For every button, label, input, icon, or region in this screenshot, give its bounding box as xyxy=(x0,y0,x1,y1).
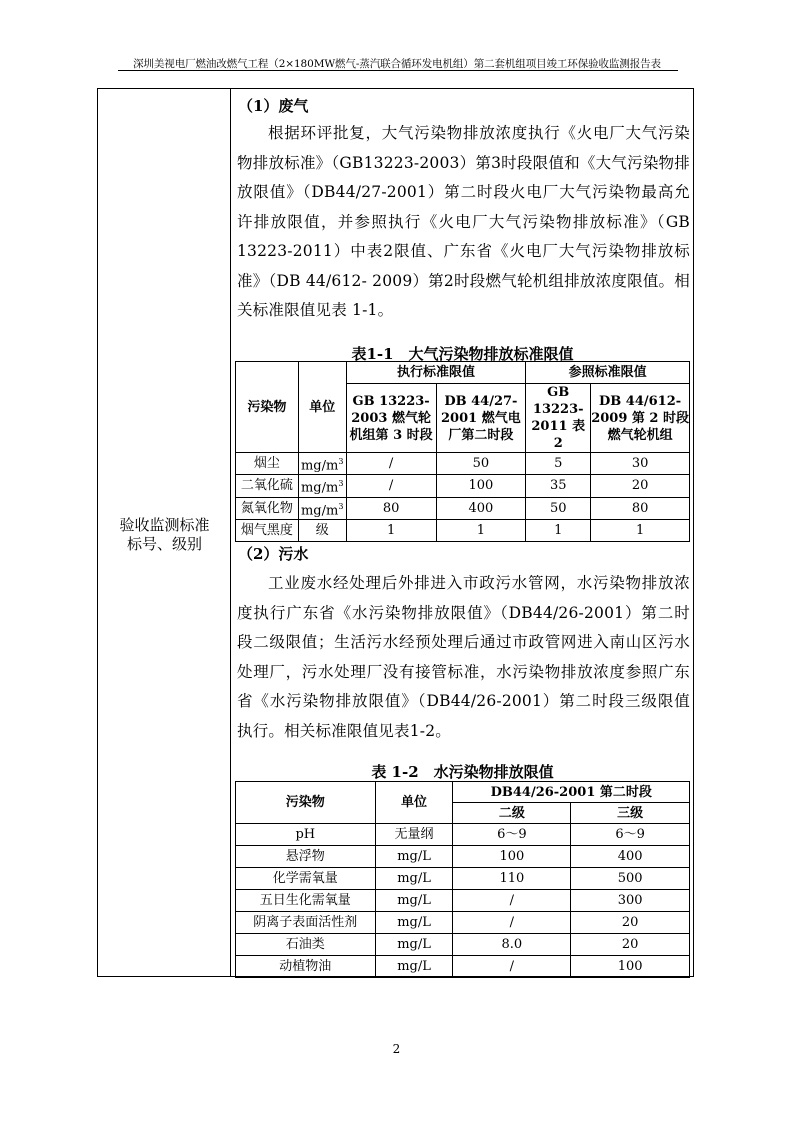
water-row-unit: mg/L xyxy=(375,868,453,890)
air-row-unit: $mg/m^3$ xyxy=(298,453,346,475)
table-row xyxy=(236,453,690,475)
table-row xyxy=(236,956,690,978)
standard-label xyxy=(98,516,231,554)
air-row-unit: $mg/m^3$ xyxy=(298,475,346,497)
table-row xyxy=(236,934,690,956)
water-row-v1: / xyxy=(453,912,571,934)
air-row-name: 烟尘 xyxy=(236,453,299,475)
water-section-title: （2）污水 xyxy=(238,545,309,563)
water-row-name: 石油类 xyxy=(236,934,376,956)
water-header-pollutant: 污染物 xyxy=(236,782,376,824)
standard-label-line1: 验收监测标准 xyxy=(119,516,210,534)
water-row-unit: mg/L xyxy=(375,912,453,934)
report-table-frame xyxy=(97,88,694,977)
water-row-name: 阴离子表面活性剂 xyxy=(236,912,376,934)
water-header-col2: 三级 xyxy=(571,803,690,824)
water-row-name: 化学需氧量 xyxy=(236,868,376,890)
air-row-v2: 400 xyxy=(436,497,526,519)
left-label-cell xyxy=(98,89,231,976)
water-row-v2: 6～9 xyxy=(571,824,690,846)
air-header-unit: 单位 xyxy=(298,362,346,453)
air-header-col3: GB 13223-2011 表 2 xyxy=(526,384,591,453)
air-header-col1: GB 13223-2003 燃气轮机组第 3 时段 xyxy=(346,384,436,453)
water-row-name: pH xyxy=(236,824,376,846)
air-row-v3: 35 xyxy=(526,475,591,497)
air-row-v3: 50 xyxy=(526,497,591,519)
report-header: 深圳美视电厂燃油改燃气工程（2×180MW燃气-蒸汽联合循环发电机组）第二套机组项目竣工环保验收监测报告表 xyxy=(133,58,661,70)
air-row-v4: 20 xyxy=(591,475,690,497)
table-row xyxy=(236,912,690,934)
air-table-title: 表1-1 大气污染物排放标准限值 xyxy=(351,345,574,363)
water-row-name: 五日生化需氧量 xyxy=(236,890,376,912)
air-row-v3: 5 xyxy=(526,453,591,475)
table-row xyxy=(236,475,690,497)
air-row-v2: 100 xyxy=(436,475,526,497)
air-header-exec: 执行标准限值 xyxy=(346,362,526,384)
air-row-unit: $mg/m^3$ xyxy=(298,497,346,519)
water-row-v2: 20 xyxy=(571,934,690,956)
page-number: 2 xyxy=(392,1042,401,1056)
water-row-v1: / xyxy=(453,890,571,912)
air-row-name: 二氧化硫 xyxy=(236,475,299,497)
air-row-unit: 级 xyxy=(298,519,346,541)
air-header-ref: 参照标准限值 xyxy=(526,362,690,384)
air-row-v1: 80 xyxy=(346,497,436,519)
air-row-v4: 80 xyxy=(591,497,690,519)
water-row-v1: 100 xyxy=(453,846,571,868)
air-header-col2: DB 44/27-2001 燃气电厂第二时段 xyxy=(436,384,526,453)
air-row-v1: / xyxy=(346,475,436,497)
table-row xyxy=(236,846,690,868)
water-header-group: DB44/26-2001 第二时段 xyxy=(453,782,690,803)
water-row-v1: / xyxy=(453,956,571,978)
air-row-v3: 1 xyxy=(526,519,591,541)
water-row-name: 动植物油 xyxy=(236,956,376,978)
air-row-v2: 50 xyxy=(436,453,526,475)
air-row-v4: 1 xyxy=(591,519,690,541)
water-row-unit: mg/L xyxy=(375,934,453,956)
table-row xyxy=(236,519,690,541)
water-row-v2: 100 xyxy=(571,956,690,978)
water-paragraph: 工业废水经处理后外排进入市政污水管网，水污染物排放浓度执行广东省《水污染物排放限值》（DB44/26-2001）第二时段二级限值；生活污水经预处理后通过市政管网进入南山区污水处理厂，污水处理厂没有接管标准，水污染物排放浓度参照广东省《水污染物排放限值》（DB44/26-2001）第二时段三级限值执行。相关标准限值见表1-2。 xyxy=(237,574,690,740)
water-row-v1: 110 xyxy=(453,868,571,890)
water-row-unit: mg/L xyxy=(375,956,453,978)
water-row-v1: 6～9 xyxy=(453,824,571,846)
water-row-v2: 20 xyxy=(571,912,690,934)
air-row-v4: 30 xyxy=(591,453,690,475)
water-header-col1: 二级 xyxy=(453,803,571,824)
air-standards-table xyxy=(235,361,690,542)
air-header-col4: DB 44/612-2009 第 2 时段燃气轮机组 xyxy=(591,384,690,453)
water-row-v2: 500 xyxy=(571,868,690,890)
table-row xyxy=(236,868,690,890)
air-header-pollutant: 污染物 xyxy=(236,362,299,453)
table-row xyxy=(236,890,690,912)
air-row-name: 氮氧化物 xyxy=(236,497,299,519)
water-row-unit: mg/L xyxy=(375,890,453,912)
air-row-v1: / xyxy=(346,453,436,475)
water-header-unit: 单位 xyxy=(375,782,453,824)
header-rule xyxy=(118,70,678,71)
water-row-unit: 无量纲 xyxy=(375,824,453,846)
table-row xyxy=(236,497,690,519)
standard-label-line2: 标号、级别 xyxy=(126,535,202,553)
table-row xyxy=(236,824,690,846)
water-row-v2: 400 xyxy=(571,846,690,868)
water-row-v1: 8.0 xyxy=(453,934,571,956)
water-row-unit: mg/L xyxy=(375,846,453,868)
air-row-v2: 1 xyxy=(436,519,526,541)
air-paragraph: 根据环评批复，大气污染物排放浓度执行《火电厂大气污染物排放标准》（GB13223-2003）第3时段限值和《大气污染物排放限值》（DB44/27-2001）第二时段火电厂大气污染物最高允许排放限值，并参照执行《火电厂大气污染物排放标准》（GB 13223-2011）中表2限值、广东省《火电厂大气污染物排放标准》（DB 44/612- 2009）第2时段燃气轮机组排放浓度限值。相关标准限值见表 1-1。 xyxy=(237,124,690,319)
water-standards-table xyxy=(235,781,690,978)
air-row-name: 烟气黑度 xyxy=(236,519,299,541)
water-table-title: 表 1-2 水污染物排放限值 xyxy=(371,763,554,781)
water-row-name: 悬浮物 xyxy=(236,846,376,868)
air-row-v1: 1 xyxy=(346,519,436,541)
air-section-title: （1）废气 xyxy=(238,97,309,115)
water-row-v2: 300 xyxy=(571,890,690,912)
